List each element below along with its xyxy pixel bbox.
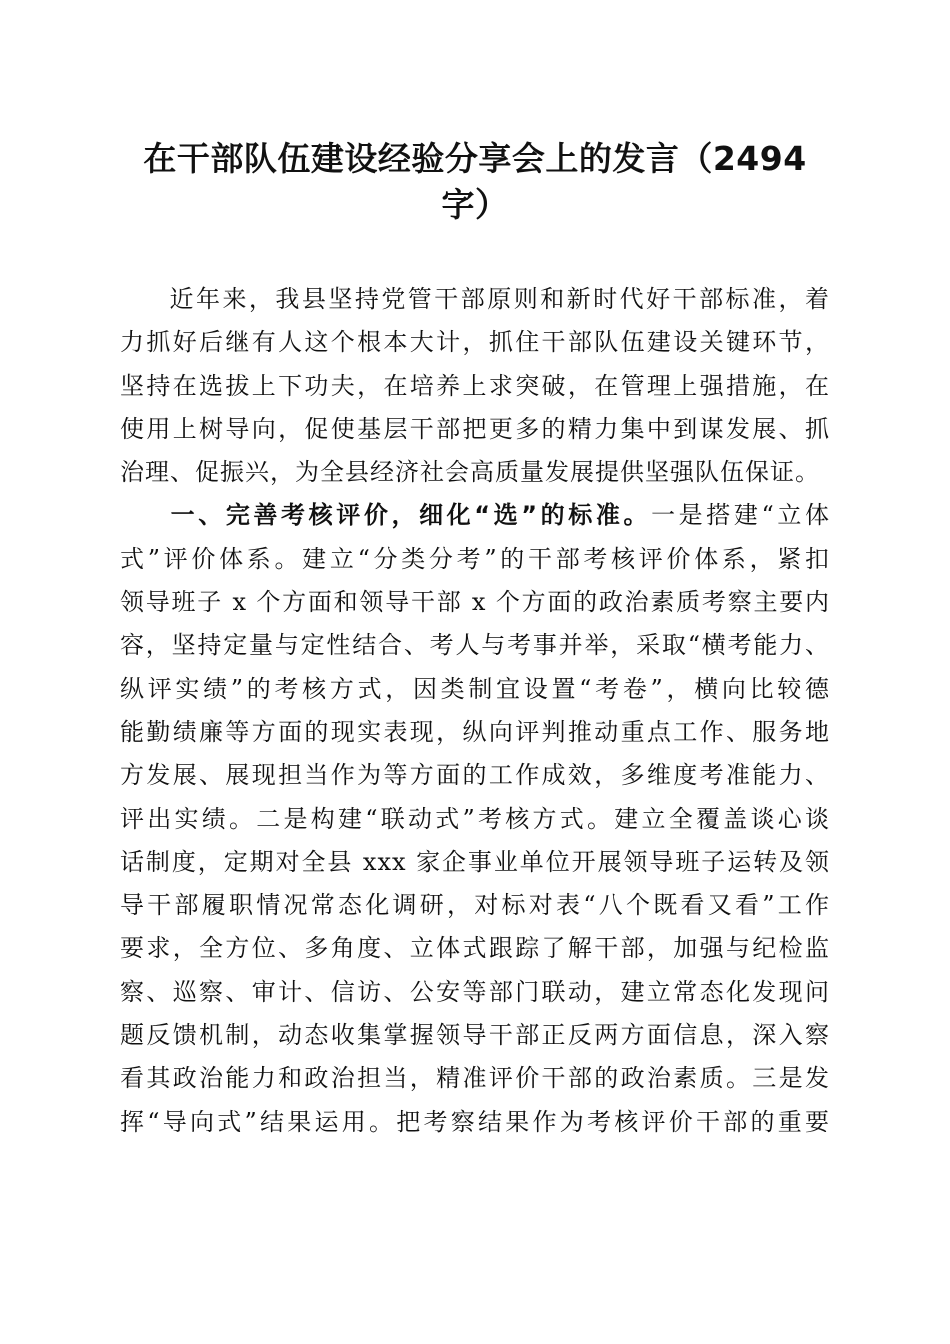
paragraph-2-line: 纵评实绩”的考核方式，因类制宜设置“考卷”，横向比较德 [120, 674, 830, 703]
paragraph-2-line: 评出实绩。二是构建“联动式”考核方式。建立全覆盖谈心谈 [120, 804, 830, 833]
paragraph-2-line: 能勤绩廉等方面的现实表现，纵向评判推动重点工作、服务地 [120, 717, 830, 746]
paragraph-2-line [120, 494, 830, 537]
paragraph-2-line: 导干部履职情况常态化调研，对标对表“八个既看又看”工作 [120, 891, 830, 920]
paragraph-2-line: 话制度，定期对全县 xxx 家企事业单位开展领导班子运转及领 [120, 847, 830, 876]
section-heading: 一、完善考核评价，细化“选”的标准。 [168, 501, 652, 530]
paragraph-text: 一是搭建“立体 [651, 501, 830, 530]
paragraph-1-line: 使用上树导向，促使基层干部把更多的精力集中到谋发展、抓 [120, 414, 830, 443]
paragraph-1-line [120, 278, 830, 321]
paragraph-2-line: 要求，全方位、多角度、立体式跟踪了解干部，加强与纪检监 [120, 934, 830, 963]
paragraph-1-line: 坚持在选拔上下功夫，在培养上求突破，在管理上强措施，在 [120, 371, 830, 400]
paragraph-text: 近年来，我县坚持党管干部原则和新时代好干部标准，着 [168, 285, 830, 313]
paragraph-2-line: 方发展、展现担当作为等方面的工作成效，多维度考准能力、 [120, 761, 830, 790]
paragraph-2-line: 式”评价体系。建立“分类分考”的干部考核评价体系，紧扣 [120, 544, 830, 573]
paragraph-1-line: 治理、促振兴，为全县经济社会高质量发展提供坚强队伍保证。 [120, 458, 820, 487]
title-line-2: 字） [441, 185, 509, 224]
paragraph-2-line: 容，坚持定量与定性结合、考人与考事并举，采取“横考能力、 [120, 631, 830, 660]
paragraph-2-line: 看其政治能力和政治担当，精准评价干部的政治素质。三是发 [120, 1064, 830, 1093]
document-body [120, 278, 830, 1144]
paragraph-2-line: 题反馈机制，动态收集掌握领导干部正反两方面信息，深入察 [120, 1021, 830, 1050]
paragraph-2-line: 挥“导向式”结果运用。把考察结果作为考核评价干部的重要 [120, 1107, 830, 1136]
paragraph-2-line: 领导班子 x 个方面和领导干部 x 个方面的政治素质考察主要内 [120, 588, 830, 617]
title-line-1: 在干部队伍建设经验分享会上的发言（2494 [143, 139, 807, 178]
paragraph-2-line: 察、巡察、审计、信访、公安等部门联动，建立常态化发现问 [120, 977, 830, 1006]
document-title [120, 136, 830, 228]
paragraph-1-line: 力抓好后继有人这个根本大计，抓住干部队伍建设关键环节， [120, 328, 830, 357]
